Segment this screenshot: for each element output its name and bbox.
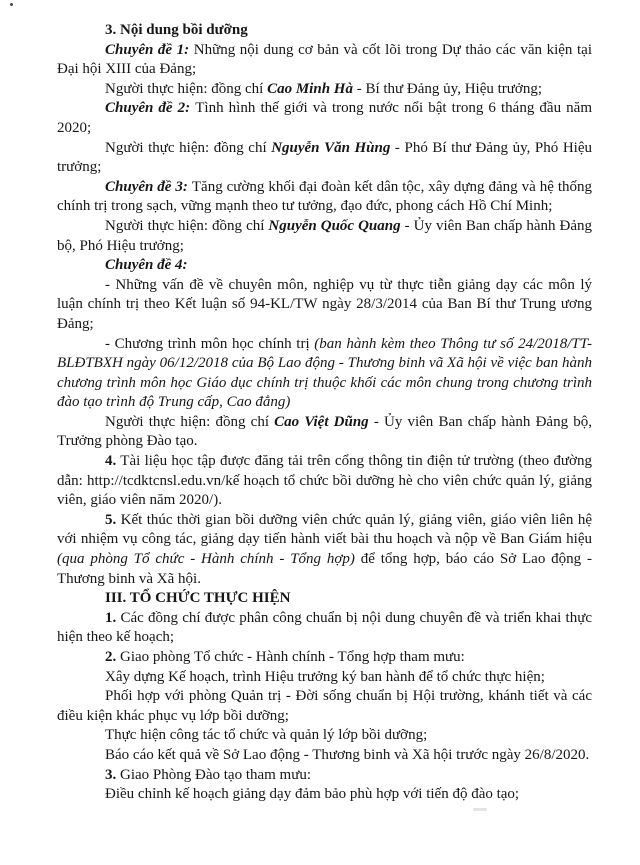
section-heading: III. TỔ CHỨC THỰC HIỆN [105, 590, 291, 607]
person-name: Nguyễn Văn Hùng [271, 139, 391, 156]
document-body [57, 21, 592, 805]
para-thuc-hien-2b [57, 687, 592, 726]
person-name: Cao Minh Hà [267, 80, 353, 97]
text-run: Các đồng chí được phân công chuẩn bị nội dung chuyên đề và triển khai thực hiện theo kế hoạch; [57, 609, 592, 646]
text-run: Những nội dung cơ bản và cốt lõi trong Dự thảo các văn kiện tại Đại hội XIII của Đảng; [57, 41, 592, 78]
text-run: - Ủy viên Ban chấp hành Đảng bộ, Trưởng phòng Đào tạo. [57, 413, 592, 450]
text-run: Người thực hiện: đồng chí [105, 139, 272, 156]
text-run: Điều chỉnh kế hoạch giảng dạy đảm bảo phù hợp với tiến độ đào tạo; [105, 786, 520, 803]
text-run: Giao Phòng Đào tạo tham mưu: [116, 766, 312, 783]
text-run: Tăng cường khối đại đoàn kết dân tộc, xây dựng đảng và hệ thống chính trị trong sạch, vững mạnh theo tư tưởng, đạo đức, phong cách Hồ Chí Minh; [57, 178, 592, 215]
para-thuc-hien-3 [57, 766, 592, 786]
item-number: 3. [105, 766, 117, 783]
text-run: Chuyên đề 4: [105, 257, 188, 274]
para-thuc-hien-3a [57, 785, 592, 805]
parenthetical-text: (qua phòng Tổ chức - Hành chính - Tổng hợp) [57, 551, 355, 568]
heading-to-chuc-thuc-hien [57, 589, 592, 609]
para-chuyen-de-4-item-1 [57, 276, 592, 335]
text-run: Giao phòng Tổ chức - Hành chính - Tổng hợp tham mưu: [116, 649, 465, 665]
para-nguoi-thuc-hien-2 [57, 139, 592, 178]
text-run: Tài liệu học tập được đăng tải trên cổng thông tin điện tử trường (theo đường dẫn: http://tcdktcnsl.edu.vn/kế hoạch tổ chức bồi dưỡng hè cho viên chức quản lý, giảng viên, giáo viên năm 2020/). [57, 453, 592, 509]
text-run: Người thực hiện: đồng chí [105, 217, 269, 234]
text-run: Chuyên đề 1: [105, 41, 194, 58]
para-nguoi-thuc-hien-3 [57, 217, 592, 256]
text-run: Người thực hiện: đồng chí [105, 413, 275, 430]
heading-noi-dung-boi-duong [57, 21, 592, 41]
text-run: Kết thúc thời gian bồi dưỡng viên chức quản lý, giảng viên, giáo viên liên hệ với nhiệm vụ công tác, giảng dạy tiến hành viết bài thu hoạch và nộp về Ban Giám hiệu [57, 511, 592, 548]
scan-smudge [473, 808, 487, 811]
text-run: Báo cáo kết quả về Sở Lao động - Thương binh và Xã hội trước ngày 26/8/2020. [105, 746, 590, 763]
para-thuc-hien-2c [57, 726, 592, 746]
para-thuc-hien-2 [57, 648, 592, 668]
para-chuyen-de-3 [57, 178, 592, 217]
text-run: - Phó Bí thư Đảng ủy, Phó Hiệu trưởng; [57, 139, 592, 176]
para-item-4 [57, 452, 592, 511]
item-number: 2. [105, 649, 117, 665]
person-name: Nguyễn Quốc Quang [268, 217, 401, 234]
para-chuyen-de-4 [57, 256, 592, 276]
para-nguoi-thuc-hien-1 [57, 80, 592, 100]
para-chuyen-de-2 [57, 99, 592, 138]
text-run: - Ủy viên Ban chấp hành Đảng bộ, Phó Hiệu trưởng; [57, 217, 592, 254]
scan-speck [10, 3, 13, 6]
text-run: 3. Nội dung bồi dưỡng [105, 22, 248, 38]
para-chuyen-de-4-item-2 [57, 335, 592, 413]
text-run: để tổng hợp, báo cáo Sở Lao động - Thương binh và Xã hội. [57, 551, 592, 587]
para-thuc-hien-2a [57, 668, 592, 688]
item-number: 1. [105, 609, 117, 626]
para-thuc-hien-2d [57, 746, 592, 766]
text-run: Thực hiện công tác tổ chức và quản lý lớp bồi dưỡng; [105, 727, 428, 744]
person-name: Cao Việt Dũng [274, 413, 369, 430]
text-run: Chuyên đề 2: [105, 100, 196, 117]
para-thuc-hien-1 [57, 609, 592, 648]
text-run: - Bí thư Đảng ủy, Hiệu trưởng; [352, 80, 542, 97]
para-nguoi-thuc-hien-4 [57, 413, 592, 452]
text-run: Chuyên đề 3: [105, 178, 192, 195]
para-item-5 [57, 511, 592, 589]
text-run: - Những vấn đề về chuyên môn, nghiệp vụ từ thực tiễn giảng dạy các môn lý luận chính trị theo Kết luận số 94-KL/TW ngày 28/3/2014 của Ban Bí thư Trung ương Đảng; [57, 276, 592, 332]
text-run: Phối hợp với phòng Quản trị - Đời sống chuẩn bị Hội trường, khánh tiết và các điều kiện khác phục vụ lớp bồi dưỡng; [57, 688, 592, 724]
para-chuyen-de-1 [57, 41, 592, 80]
item-number: 5. [105, 511, 117, 528]
text-run: Tình hình thế giới và trong nước nổi bật trong 6 tháng đầu năm 2020; [57, 100, 593, 136]
item-number: 4. [105, 453, 117, 470]
text-run: - Chương trình môn học chính trị [105, 335, 315, 352]
text-run: Xây dựng Kế hoạch, trình Hiệu trưởng ký ban hành để tổ chức thực hiện; [105, 668, 545, 685]
text-run: Người thực hiện: đồng chí [105, 80, 268, 97]
citation-text: (ban hành kèm theo Thông tư số 24/2018/TT-BLĐTBXH ngày 06/12/2018 của Bộ Lao động - Thương binh vã Xã hội về việc ban hành chương trình môn học Giáo dục chính trị thuộc khối các môn chung trong chương trình đào tạo trình độ Trung cấp, Cao đẳng) [57, 335, 592, 411]
